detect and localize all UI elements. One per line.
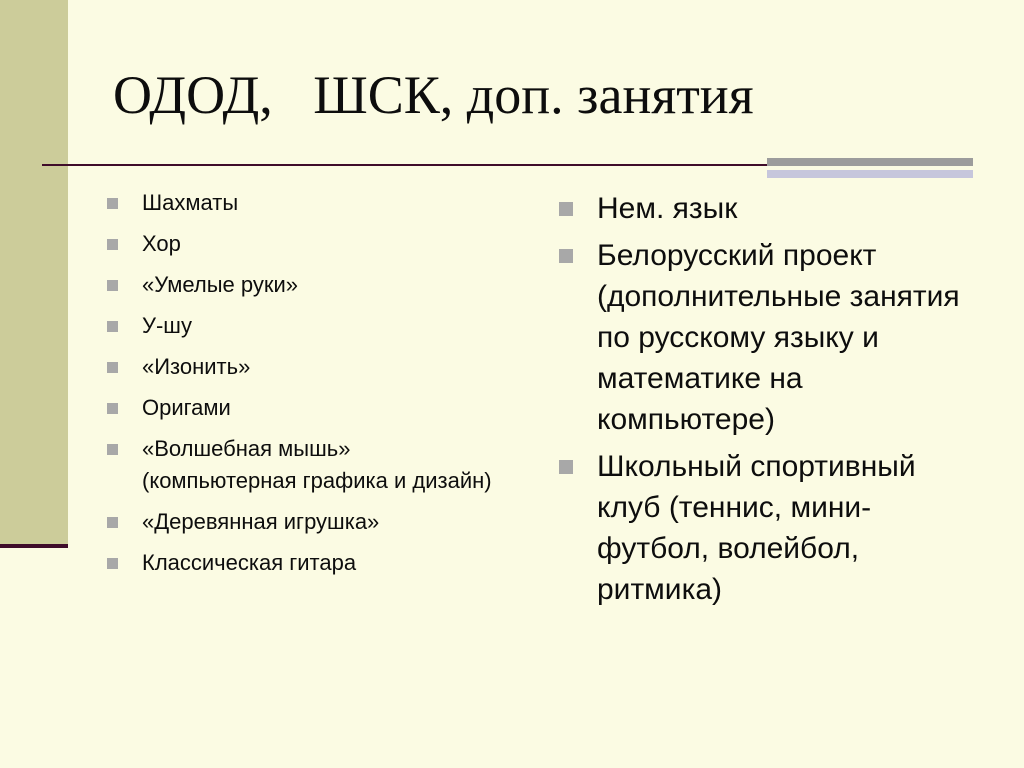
list-item-text: У-шу — [142, 313, 192, 338]
list-item-text: Классическая гитара — [142, 550, 357, 575]
square-bullet-icon — [107, 517, 118, 528]
list-item-text: «Волшебная мышь» (компьютерная графика и дизайн) — [142, 436, 492, 493]
square-bullet-icon — [107, 280, 118, 291]
square-bullet-icon — [107, 362, 118, 373]
square-bullet-icon — [559, 202, 573, 216]
list-item — [107, 392, 507, 424]
list-item — [557, 446, 977, 610]
list-item — [557, 188, 977, 229]
square-bullet-icon — [107, 198, 118, 209]
square-bullet-icon — [107, 444, 118, 455]
left-band-accent-line — [0, 544, 68, 548]
list-item-text: Оригами — [142, 395, 231, 420]
list-item — [107, 433, 507, 497]
list-item — [107, 506, 507, 538]
right-bullet-list — [557, 188, 977, 616]
list-item-text: Школьный спортивный клуб (теннис, мини-футбол, волейбол, ритмика) — [597, 450, 916, 606]
list-item — [107, 351, 507, 383]
list-item-text: «Умелые руки» — [142, 272, 298, 297]
square-bullet-icon — [559, 249, 573, 263]
list-item — [557, 235, 977, 440]
square-bullet-icon — [107, 239, 118, 250]
divider-accent-bar-light — [767, 170, 973, 178]
left-bullet-list — [107, 187, 507, 588]
list-item — [107, 228, 507, 260]
square-bullet-icon — [107, 403, 118, 414]
list-item — [107, 547, 507, 579]
list-item-text: Белорусский проект (дополнительные занятия по русскому языку и математике на компьютере) — [597, 239, 960, 436]
list-item-text: «Деревянная игрушка» — [142, 509, 380, 534]
list-item-text: Хор — [142, 231, 181, 256]
list-item-text: Шахматы — [142, 190, 239, 215]
square-bullet-icon — [107, 321, 118, 332]
list-item — [107, 269, 507, 301]
list-item-text: «Изонить» — [142, 354, 251, 379]
left-decorative-band — [0, 0, 68, 548]
list-item — [107, 310, 507, 342]
divider-accent-bar-gray — [767, 158, 973, 166]
slide-title: ОДОД, ШСК, доп. занятия — [113, 65, 754, 125]
list-item-text: Нем. язык — [597, 192, 738, 225]
square-bullet-icon — [107, 558, 118, 569]
list-item — [107, 187, 507, 219]
square-bullet-icon — [559, 460, 573, 474]
